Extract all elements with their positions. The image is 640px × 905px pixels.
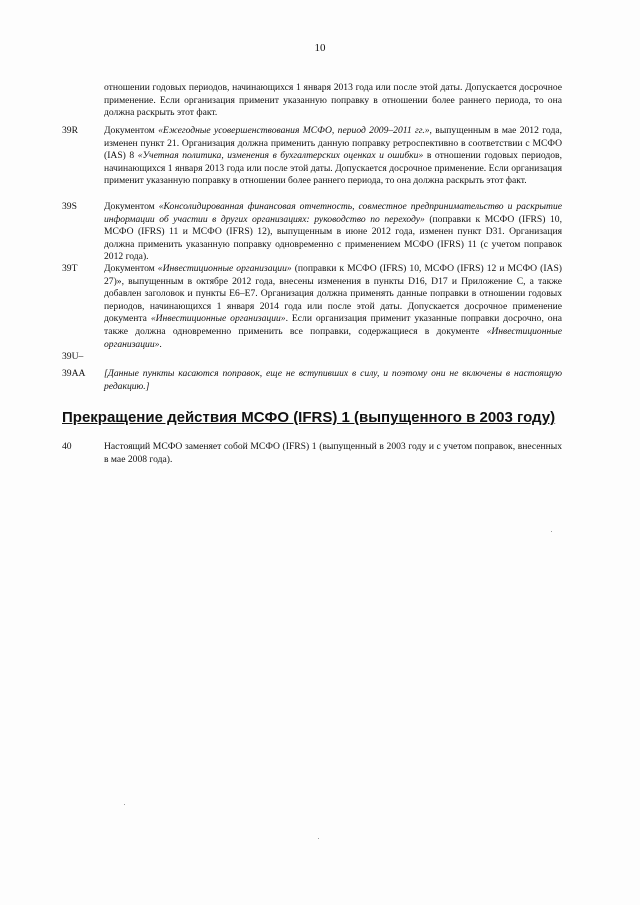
- text-run: в отношении годовых периодов, начинающихся 1 января 2013 года или после этой даты. Допускается досрочное применение. Если организация применит указанную поправку в отношении более раннего периода, то она должна раскрыть этот факт.: [104, 150, 562, 187]
- paragraph-39s: [62, 201, 562, 264]
- text-run: . Если организация применит указанные поправки досрочно, она также должна одновременно применить все поправки, содержащиеся в документе: [104, 313, 562, 337]
- paragraph-text: [104, 125, 562, 188]
- document-title-italic: «Инвестиционные организации»: [157, 263, 292, 274]
- document-title-italic: «Инвестиционные организации»: [104, 325, 562, 350]
- paragraph-continuation: [62, 82, 562, 120]
- paragraph-number: 39T: [62, 263, 78, 274]
- paragraph-39r: [62, 125, 562, 188]
- paragraph-continuation-text: отношении годовых периодов, начинающихся 1 января 2013 года или после этой даты. Допускается досрочное применение. Если организация применит указанную поправку в отношении более раннего периода, то она должна раскрыть этот факт.: [104, 82, 562, 119]
- paragraph-39aa: [62, 368, 562, 393]
- text-run: Документом: [104, 263, 158, 274]
- document-title-italic: «Учетная политика, изменения в бухгалтерских оценках и ошибки»: [137, 150, 424, 162]
- document-title-italic: «Консолидированная финансовая отчетность, совместное предпринимательство и раскрытие информации об участии в других организациях: руководство по переходу»: [104, 201, 562, 225]
- text-run: Документом: [104, 201, 159, 212]
- paragraph-39t: [62, 263, 562, 351]
- paragraph-number: 40: [62, 441, 72, 452]
- paragraph-number: 39R: [62, 125, 78, 136]
- scan-speck: [318, 838, 319, 839]
- paragraph-text: [Данные пункты касаются поправок, еще не вступивших в силу, и поэтому они не включены в настоящую редакцию.]: [104, 368, 562, 392]
- paragraph-number: 39U–: [62, 351, 84, 362]
- scan-speck: [124, 804, 125, 805]
- paragraph-40: [62, 441, 562, 466]
- text-run: (поправки к МСФО (IFRS) 10, МСФО (IFRS) 11 и МСФО (IFRS) 12), выпущенным в июне 2012 года, изменен пункт D31. Организация должна применить указанную поправку одновременно с применением МСФО (IFRS) 11 (с учетом поправок 2012 года).: [104, 213, 562, 263]
- text-run: (поправки к МСФО (IFRS) 10, МСФО (IFRS) 12 и МСФО (IAS) 27)», выпущенным в октябре 2012 года, внесены изменения в пункты D16, D17 и Приложение C, а также добавлен заголовок и пункты E6–E7. Организация должна применять данные поправки в отношении годовых периодов, начинающихся 1 января 2014 года или после этой даты. Допускается досрочное применение документа: [104, 263, 562, 325]
- document-title-italic: «Инвестиционные организации»: [150, 313, 286, 325]
- paragraph-number: 39AA: [62, 368, 86, 379]
- paragraph-text: [104, 263, 562, 351]
- scan-speck: [551, 531, 552, 532]
- text-run: .: [159, 338, 162, 350]
- text-run: , выпущенным в мае 2012 года, изменен пункт 21. Организация должна применить данную поправку ретроспективно в соответствии с МСФО (IAS) 8: [104, 125, 562, 162]
- section-heading: Прекращение действия МСФО (IFRS) 1 (выпущенного в 2003 году): [62, 409, 556, 426]
- document-title-italic: «Ежегодные усовершенствования МСФО, период 2009–2011 гг.»: [158, 125, 430, 136]
- page-number: 10: [314, 42, 326, 54]
- paragraph-number: 39S: [62, 201, 77, 212]
- text-run: Документом: [104, 125, 159, 136]
- paragraph-text: Настоящий МСФО заменяет собой МСФО (IFRS) 1 (выпущенный в 2003 году и с учетом поправок, внесенных в мае 2008 года).: [104, 441, 562, 465]
- paragraph-text: [104, 201, 562, 264]
